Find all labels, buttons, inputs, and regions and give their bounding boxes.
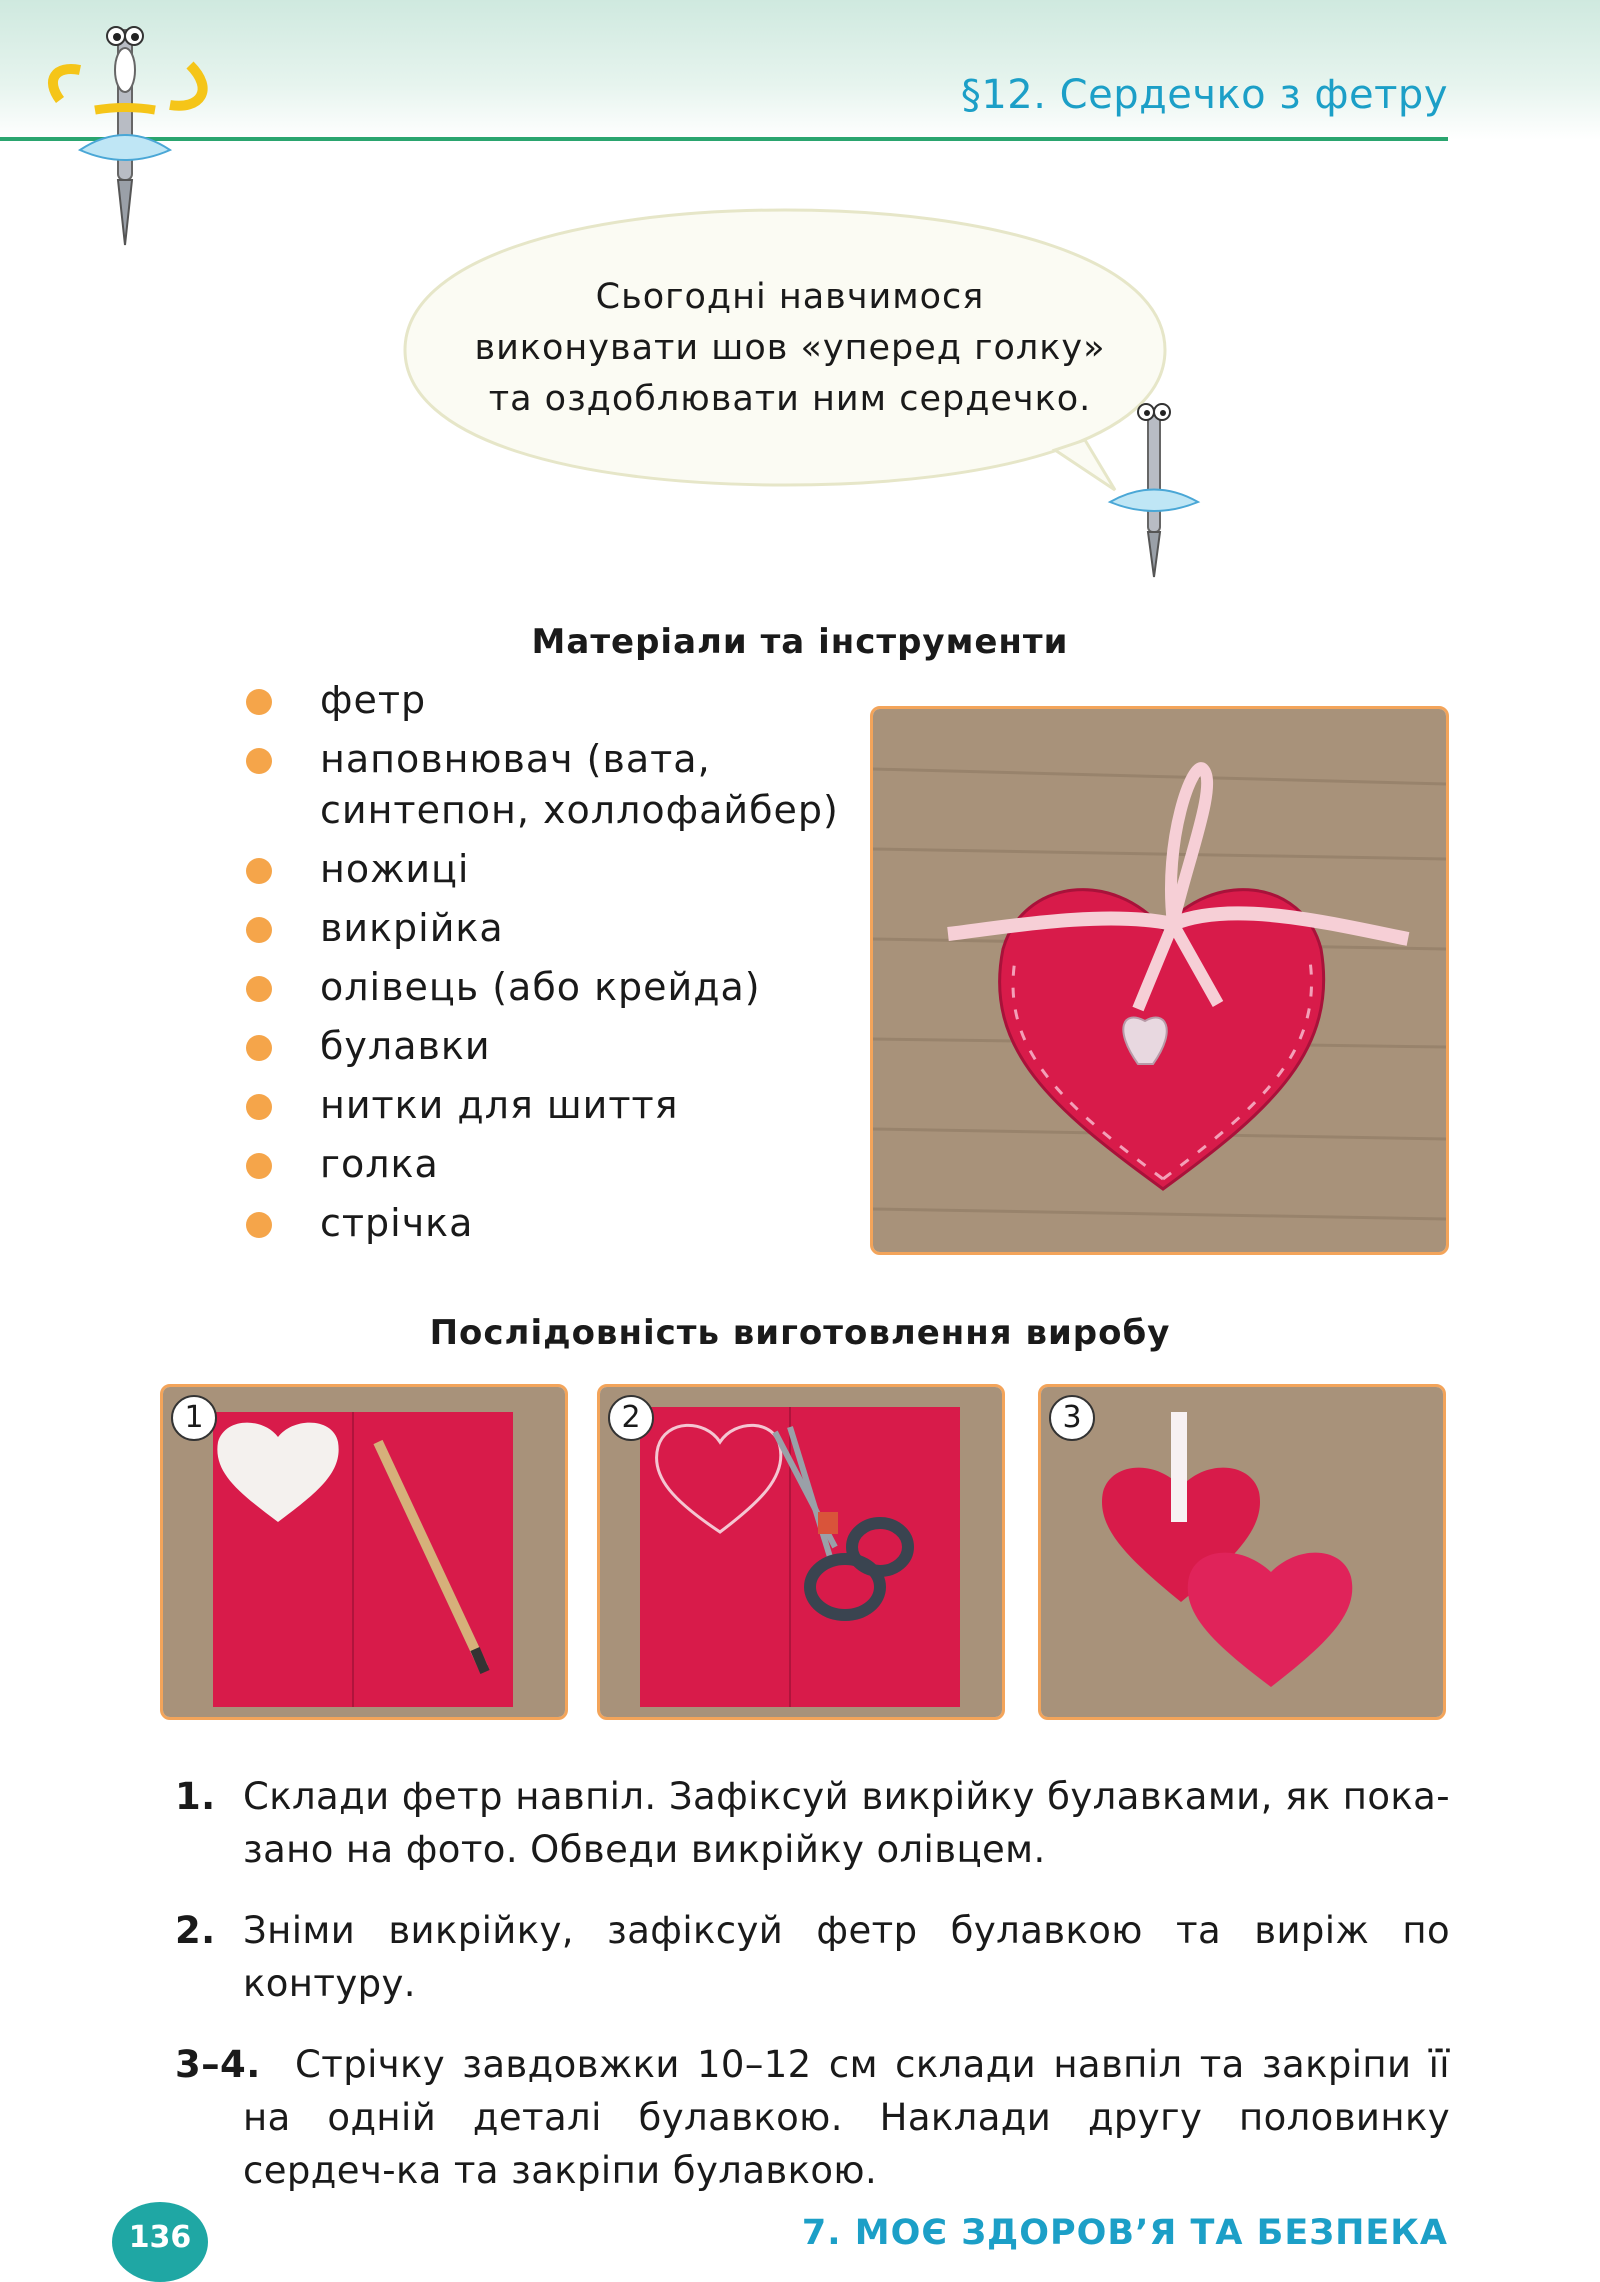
material-label: фетр: [320, 678, 427, 722]
material-label: стрічка: [320, 1201, 474, 1245]
list-item: [240, 844, 839, 895]
material-label: голка: [320, 1142, 439, 1186]
list-item: [240, 675, 839, 726]
steps-list: [175, 1770, 1450, 2225]
material-label: нитки для шиття: [320, 1083, 679, 1127]
step-number: 3–4.: [175, 2043, 261, 2086]
finished-heart-photo: [870, 706, 1449, 1255]
step-number: 2.: [175, 1909, 216, 1952]
step-number: 1.: [175, 1775, 216, 1818]
material-label: наповнювач (вата,: [320, 737, 711, 781]
bullet-icon: [246, 1212, 272, 1238]
bubble-line: та оздоблювати ним сердечко.: [488, 379, 1092, 419]
needle-mascot-icon: [40, 10, 210, 250]
step-text: Стрічку завдовжки 10–12 см склади навпіл та закріпи її на одній деталі булавкою. Наклади другу половинку сердеч-ка та закріпи булавкою.: [243, 2043, 1450, 2192]
step-badge: 1: [171, 1395, 217, 1441]
material-label: синтепон, холлофайбер): [320, 788, 839, 832]
materials-list: [240, 675, 839, 1257]
bullet-icon: [246, 1094, 272, 1120]
material-label: викрійка: [320, 906, 504, 950]
bullet-icon: [246, 976, 272, 1002]
bubble-line: Сьогодні навчимося: [595, 277, 985, 317]
page-number: 136: [112, 2202, 208, 2282]
section-title: §12. Сердечко з фетру: [960, 72, 1448, 118]
step-badge: 2: [608, 1395, 654, 1441]
step-badge: 3: [1049, 1395, 1095, 1441]
bubble-text: [430, 272, 1150, 425]
bullet-icon: [246, 748, 272, 774]
material-label: ножиці: [320, 847, 470, 891]
list-item: [240, 1139, 839, 1190]
materials-heading: Матеріали та інструменти: [531, 622, 1069, 662]
step-item: [175, 1904, 1450, 2010]
material-label: олівець (або крейда): [320, 965, 761, 1009]
bullet-icon: [246, 1153, 272, 1179]
step-photo-3: [1038, 1384, 1446, 1720]
step-item: [175, 1770, 1450, 1876]
chapter-footer: 7. МОЄ ЗДОРОВ’Я ТА БЕЗПЕКА: [801, 2213, 1448, 2253]
header-band: [0, 0, 1600, 140]
sequence-heading: Послідовність виготовлення виробу: [429, 1313, 1171, 1353]
bullet-icon: [246, 689, 272, 715]
step-text: Зніми викрійку, зафіксуй фетр булавкою та виріж по контуру.: [243, 1909, 1450, 2005]
step-photo-1: [160, 1384, 568, 1720]
list-item-continuation: [240, 785, 839, 836]
list-item: [240, 1198, 839, 1249]
needle-mascot-small-icon: [1100, 392, 1210, 582]
header-rule: [0, 137, 1448, 141]
list-item: [240, 903, 839, 954]
bullet-icon: [246, 858, 272, 884]
bubble-line: виконувати шов «уперед голку»: [474, 328, 1106, 368]
bullet-icon: [246, 1035, 272, 1061]
step-photo-2: [597, 1384, 1005, 1720]
bullet-icon: [246, 917, 272, 943]
list-item: [240, 734, 839, 785]
list-item: [240, 1021, 839, 1072]
list-item: [240, 1080, 839, 1131]
step-text: Склади фетр навпіл. Зафіксуй викрійку булавками, як пока-зано на фото. Обведи викрійку олівцем.: [243, 1775, 1450, 1871]
list-item: [240, 962, 839, 1013]
material-label: булавки: [320, 1024, 491, 1068]
step-item: [175, 2038, 1450, 2197]
